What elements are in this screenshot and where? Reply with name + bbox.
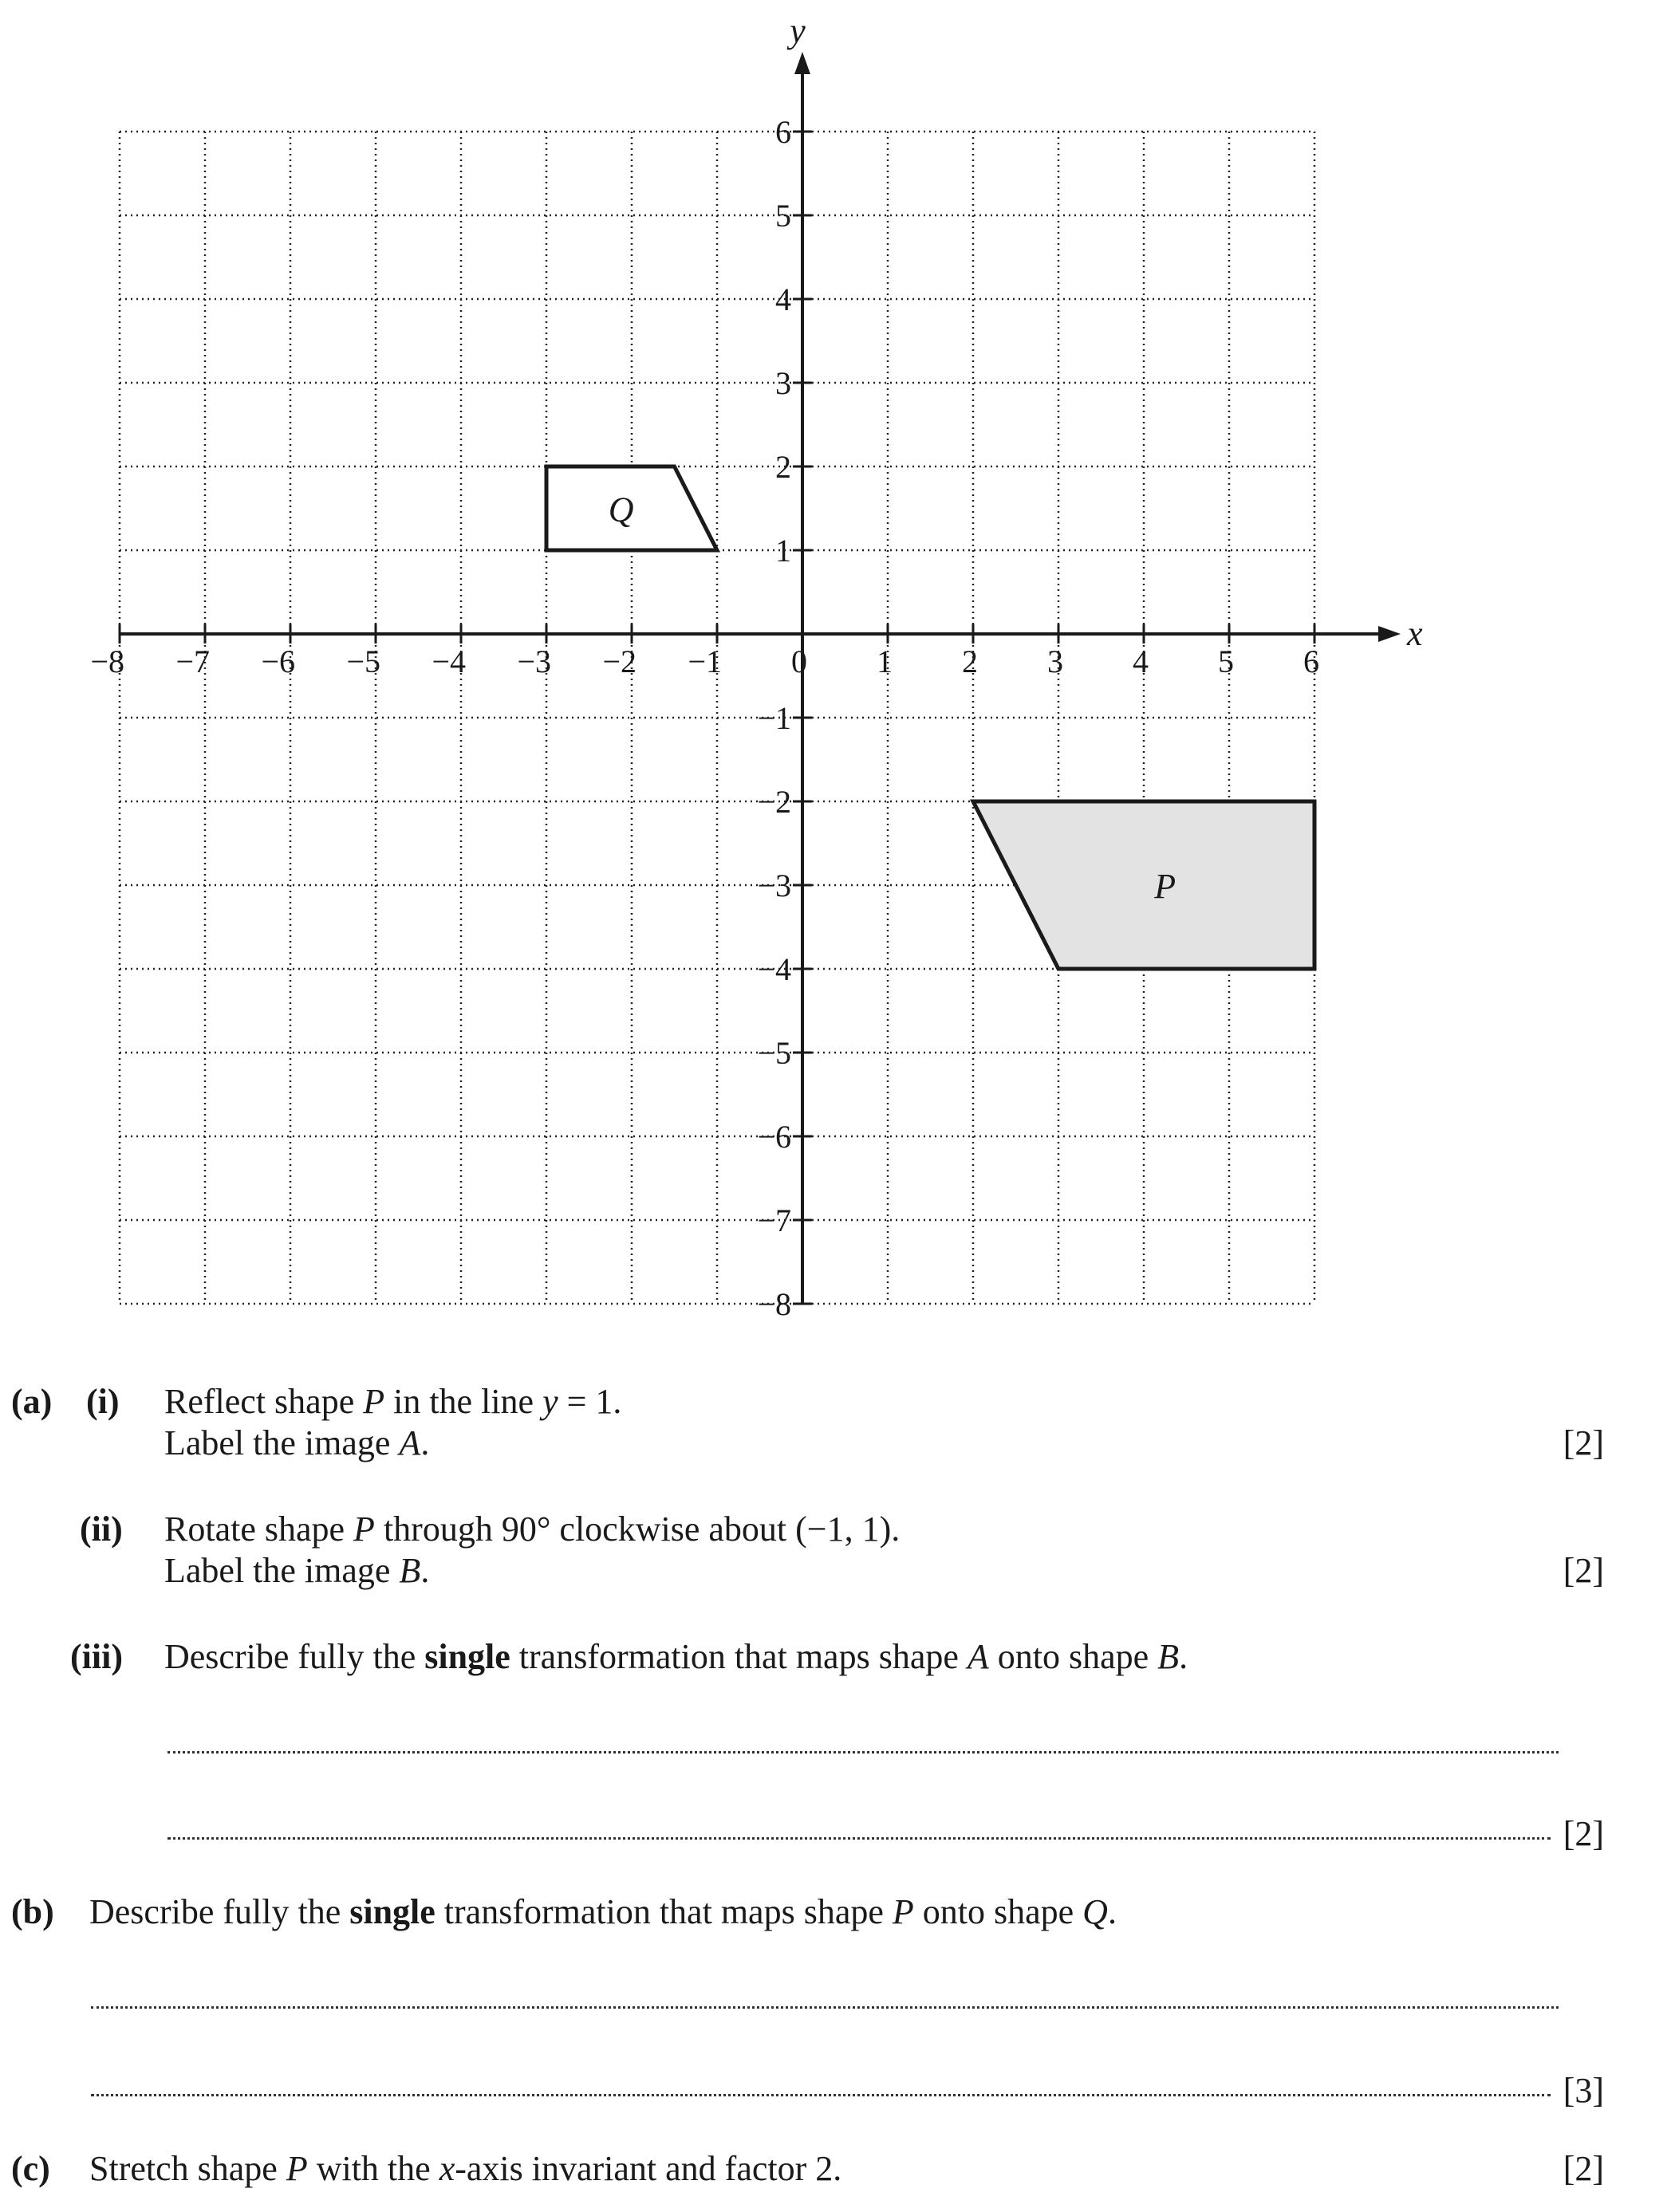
part-b-label: (b) — [11, 1892, 54, 1931]
y-tick-label: −7 — [757, 1202, 791, 1238]
y-axis-arrowhead — [794, 52, 810, 74]
shape-label-p: P — [1154, 867, 1176, 906]
x-tick-label: 6 — [1303, 644, 1319, 679]
answer-line[interactable] — [91, 2006, 1559, 2009]
x-tick-label: 1 — [877, 644, 893, 679]
part-b-marks: [3] — [1563, 2071, 1604, 2110]
y-tick-label: −3 — [757, 868, 791, 903]
part-c-label: (c) — [11, 2149, 50, 2188]
part-a-ii-line2: Label the image B. — [164, 1551, 430, 1590]
shape-name: P — [353, 1509, 375, 1549]
y-tick-label: 5 — [775, 198, 791, 234]
answer-line[interactable] — [91, 2094, 1551, 2096]
x-axis-arrowhead — [1378, 626, 1401, 642]
x-tick-label: 5 — [1218, 644, 1234, 679]
part-c-marks: [2] — [1563, 2149, 1604, 2188]
y-tick-label: 6 — [775, 114, 791, 150]
x-tick-label: −2 — [602, 644, 636, 679]
x-tick-label: −6 — [261, 644, 295, 679]
x-tick-label: 4 — [1133, 644, 1149, 679]
image-label: A — [399, 1423, 421, 1462]
x-tick-label: −7 — [175, 644, 210, 679]
y-axis-label: y — [790, 11, 806, 50]
part-a-iii-number: (iii) — [70, 1637, 123, 1676]
x-axis-label: x — [1407, 614, 1423, 653]
x-tick-label: −5 — [346, 644, 380, 679]
axes — [120, 52, 1401, 1304]
part-a-i-line1: Reflect shape P in the line y = 1. — [164, 1382, 622, 1421]
x-tick-label: −3 — [517, 644, 551, 679]
part-a-ii-marks: [2] — [1563, 1551, 1604, 1590]
x-tick-label: 0 — [791, 644, 807, 679]
part-a-i-line2: Label the image A. — [164, 1423, 430, 1462]
y-tick-label: −2 — [757, 784, 791, 820]
part-a-i-number: (i) — [86, 1382, 120, 1421]
y-tick-label: 2 — [775, 449, 791, 485]
shape-name: P — [363, 1382, 385, 1421]
y-tick-label: 4 — [775, 281, 791, 317]
shape-label-q: Q — [608, 490, 634, 529]
y-tick-label: −8 — [757, 1286, 791, 1322]
y-tick-label: 3 — [775, 365, 791, 401]
part-c-text: Stretch shape P with the x-axis invariant and factor 2. — [89, 2149, 842, 2188]
y-tick-label: −5 — [757, 1035, 791, 1071]
x-tick-label: −1 — [688, 644, 722, 679]
part-a-ii-line1: Rotate shape P through 90° clockwise about (−1, 1). — [164, 1509, 901, 1549]
part-a-iii-text: Describe fully the single transformation that maps shape A onto shape B. — [164, 1637, 1188, 1676]
x-tick-label: −8 — [90, 644, 124, 679]
part-b-text: Describe fully the single transformation that maps shape P onto shape Q. — [89, 1892, 1117, 1931]
x-tick-label: 2 — [962, 644, 978, 679]
part-a-ii-number: (ii) — [80, 1509, 123, 1549]
part-a-i-marks: [2] — [1563, 1423, 1604, 1462]
y-tick-label: −1 — [757, 700, 791, 736]
x-tick-label: −4 — [432, 644, 466, 679]
answer-line[interactable] — [168, 1751, 1559, 1753]
grid-lines — [120, 132, 1314, 1304]
answer-line[interactable] — [168, 1837, 1551, 1840]
shape-p — [973, 801, 1314, 969]
x-tick-label: 3 — [1047, 644, 1063, 679]
image-label: B — [399, 1551, 421, 1590]
part-a-iii-marks: [2] — [1563, 1814, 1604, 1853]
y-tick-label: −6 — [757, 1119, 791, 1155]
part-a-label: (a) — [11, 1382, 53, 1421]
y-tick-label: 1 — [775, 533, 791, 569]
equation-variable: y — [542, 1382, 558, 1421]
y-tick-label: −4 — [757, 951, 791, 987]
